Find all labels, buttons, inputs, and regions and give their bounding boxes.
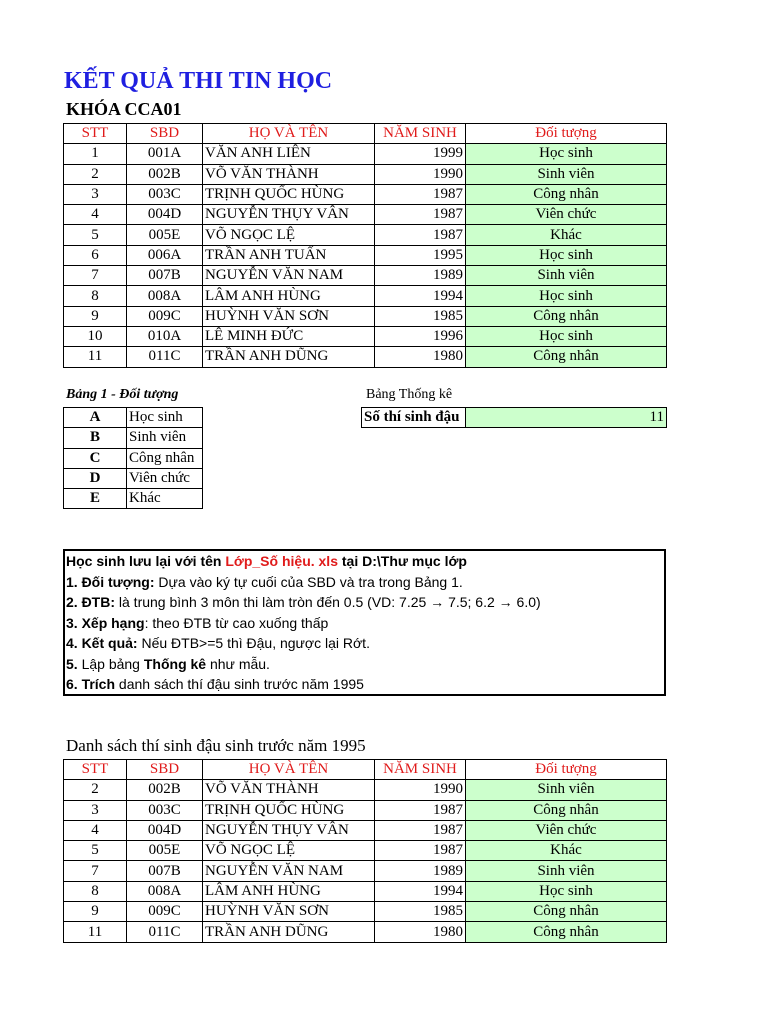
table-row (64, 780, 667, 800)
name-cell[interactable]: NGUYỄN VĂN NAM (203, 266, 375, 286)
instruction-keyword: 6. Trích (66, 676, 116, 692)
type-cell[interactable]: Học sinh (466, 286, 667, 306)
name-cell[interactable]: LÊ MINH ĐỨC (203, 326, 375, 346)
sbd-cell[interactable]: 010A (127, 326, 203, 346)
instructions-box (63, 549, 666, 696)
lookup-value-cell[interactable]: Học sinh (127, 408, 203, 428)
table-row (64, 922, 667, 942)
results-table (63, 123, 667, 368)
birth-year-cell[interactable]: 1985 (375, 902, 466, 922)
type-cell[interactable]: Công nhân (466, 800, 667, 820)
table-row (64, 881, 667, 901)
stt-cell[interactable]: 7 (64, 266, 127, 286)
name-cell[interactable]: LÂM ANH HÙNG (203, 881, 375, 901)
instruction-line-5 (65, 654, 664, 675)
name-cell[interactable]: VĂN ANH LIÊN (203, 144, 375, 164)
lookup-value-cell[interactable]: Khác (127, 489, 203, 509)
filtered-table (63, 759, 667, 943)
type-cell[interactable]: Học sinh (466, 144, 667, 164)
stt-cell[interactable]: 2 (64, 164, 127, 184)
header-cell-type[interactable]: Đối tượng (466, 760, 667, 780)
name-cell[interactable]: TRẦN ANH DŨNG (203, 922, 375, 942)
instruction-text: là trung bình 3 môn thi làm tròn đến 0.5 (VD: 7.25 → 7.5; 6.2 → 6.0) (115, 594, 541, 610)
instruction-keyword: 1. Đối tượng: (66, 573, 155, 590)
birth-year-cell[interactable]: 1980 (375, 922, 466, 942)
stt-cell[interactable]: 10 (64, 326, 127, 346)
instruction-line-2 (65, 592, 664, 613)
header-cell-name[interactable]: HỌ VÀ TÊN (203, 124, 375, 144)
type-cell[interactable]: Sinh viên (466, 266, 667, 286)
birth-year-cell[interactable]: 1987 (375, 800, 466, 820)
lookup-row (64, 428, 203, 448)
header-cell-stt[interactable]: STT (64, 760, 127, 780)
table-row (64, 184, 667, 204)
stt-cell[interactable]: 9 (64, 902, 127, 922)
birth-year-cell[interactable]: 1999 (375, 144, 466, 164)
lookup-value-cell[interactable]: Viên chức (127, 468, 203, 488)
lookup-row (64, 408, 203, 428)
sbd-cell[interactable]: 011C (127, 922, 203, 942)
birth-year-cell[interactable]: 1987 (375, 184, 466, 204)
lookup-key-cell[interactable]: B (64, 428, 127, 448)
table-row (64, 800, 667, 820)
stats-value-cell[interactable]: 11 (466, 408, 667, 428)
stt-cell[interactable]: 4 (64, 205, 127, 225)
birth-year-cell[interactable]: 1990 (375, 780, 466, 800)
name-cell[interactable]: TRẦN ANH TUẤN (203, 245, 375, 265)
sbd-cell[interactable]: 011C (127, 347, 203, 367)
stats-table (361, 407, 667, 428)
instruction-keyword: Thống kê (143, 655, 207, 672)
instruction-line-3 (65, 613, 664, 634)
name-cell[interactable]: HUỲNH VĂN SƠN (203, 902, 375, 922)
type-cell[interactable]: Viên chức (466, 205, 667, 225)
name-cell[interactable]: NGUYỄN THỤY VÂN (203, 205, 375, 225)
table-row (64, 245, 667, 265)
stt-cell[interactable]: 3 (64, 184, 127, 204)
sbd-cell[interactable]: 007B (127, 861, 203, 881)
stt-cell[interactable]: 11 (64, 922, 127, 942)
filtered-list-title: Danh sách thí sinh đậu sinh trước năm 1995 (66, 736, 366, 755)
type-cell[interactable]: Viên chức (466, 820, 667, 840)
table-row (64, 861, 667, 881)
stt-cell[interactable]: 4 (64, 820, 127, 840)
instruction-line-1 (65, 572, 664, 593)
birth-year-cell[interactable]: 1987 (375, 205, 466, 225)
sbd-cell[interactable]: 004D (127, 205, 203, 225)
birth-year-cell[interactable]: 1985 (375, 306, 466, 326)
instruction-text: như mẫu. (206, 655, 270, 672)
name-cell[interactable]: VÕ NGỌC LỆ (203, 225, 375, 245)
instruction-text: Học sinh lưu lại với tên (66, 553, 226, 569)
type-cell[interactable]: Sinh viên (466, 861, 667, 881)
stt-cell[interactable]: 2 (64, 780, 127, 800)
table-row (64, 225, 667, 245)
sbd-cell[interactable]: 005E (127, 841, 203, 861)
lookup-value-cell[interactable]: Công nhân (127, 448, 203, 468)
instruction-text: tại D:\Thư mục lớp (338, 553, 467, 569)
type-cell[interactable]: Sinh viên (466, 780, 667, 800)
instruction-keyword: 3. Xếp hạng (66, 614, 145, 631)
table-row (64, 902, 667, 922)
lookup-table (63, 407, 203, 509)
name-cell[interactable]: TRẦN ANH DŨNG (203, 347, 375, 367)
stt-cell[interactable]: 1 (64, 144, 127, 164)
stt-cell[interactable]: 7 (64, 861, 127, 881)
lookup-key-cell[interactable]: D (64, 468, 127, 488)
header-cell-year[interactable]: NĂM SINH (375, 124, 466, 144)
stats-label-cell[interactable]: Số thí sinh đậu (362, 408, 466, 428)
instruction-keyword: 4. Kết quả: (66, 635, 138, 651)
instruction-text: : theo ĐTB từ cao xuống thấp (144, 614, 329, 631)
header-cell-stt[interactable]: STT (64, 124, 127, 144)
lookup-table-caption: Bảng 1 - Đối tượng (66, 387, 179, 402)
type-cell[interactable]: Học sinh (466, 326, 667, 346)
instruction-line-save (65, 551, 664, 572)
sbd-cell[interactable]: 009C (127, 306, 203, 326)
sbd-cell[interactable]: 003C (127, 800, 203, 820)
sbd-cell[interactable]: 001A (127, 144, 203, 164)
sbd-cell[interactable]: 006A (127, 245, 203, 265)
header-cell-name[interactable]: HỌ VÀ TÊN (203, 760, 375, 780)
name-cell[interactable]: VÕ VĂN THÀNH (203, 164, 375, 184)
birth-year-cell[interactable]: 1989 (375, 861, 466, 881)
sbd-cell[interactable]: 007B (127, 266, 203, 286)
instruction-text: Nếu ĐTB>=5 thì Đậu, ngược lại Rớt. (137, 635, 370, 651)
lookup-row (64, 468, 203, 488)
table-row (64, 306, 667, 326)
table-row (64, 144, 667, 164)
name-cell[interactable]: NGUYỄN VĂN NAM (203, 861, 375, 881)
stats-row (362, 408, 667, 428)
type-cell[interactable]: Học sinh (466, 245, 667, 265)
type-cell[interactable]: Khác (466, 841, 667, 861)
type-cell[interactable]: Công nhân (466, 184, 667, 204)
stt-cell[interactable]: 9 (64, 306, 127, 326)
name-cell[interactable]: TRỊNH QUỐC HÙNG (203, 184, 375, 204)
birth-year-cell[interactable]: 1980 (375, 347, 466, 367)
table-row (64, 266, 667, 286)
name-cell[interactable]: TRỊNH QUỐC HÙNG (203, 800, 375, 820)
type-cell[interactable]: Công nhân (466, 347, 667, 367)
table-row (64, 326, 667, 346)
birth-year-cell[interactable]: 1996 (375, 326, 466, 346)
lookup-row (64, 448, 203, 468)
sbd-cell[interactable]: 005E (127, 225, 203, 245)
type-cell[interactable]: Công nhân (466, 902, 667, 922)
birth-year-cell[interactable]: 1995 (375, 245, 466, 265)
table-row (64, 347, 667, 367)
instruction-keyword: 5. (66, 655, 78, 672)
table-row (64, 286, 667, 306)
table-header-row (64, 760, 667, 780)
file-name-pattern: Lớp_Số hiệu. xls (225, 553, 338, 569)
name-cell[interactable]: NGUYỄN THỤY VÂN (203, 820, 375, 840)
sbd-cell[interactable]: 003C (127, 184, 203, 204)
stats-table-caption: Bảng Thống kê (366, 387, 453, 402)
header-cell-sbd[interactable]: SBD (127, 124, 203, 144)
stt-cell[interactable]: 11 (64, 347, 127, 367)
table-row (64, 205, 667, 225)
instruction-line-4 (65, 633, 664, 654)
birth-year-cell[interactable]: 1987 (375, 820, 466, 840)
instruction-text: danh sách thí đậu sinh trước năm 1995 (115, 676, 364, 692)
lookup-value-cell[interactable]: Sinh viên (127, 428, 203, 448)
header-cell-year[interactable]: NĂM SINH (375, 760, 466, 780)
name-cell[interactable]: VÕ NGỌC LỆ (203, 841, 375, 861)
stt-cell[interactable]: 3 (64, 800, 127, 820)
birth-year-cell[interactable]: 1987 (375, 225, 466, 245)
sbd-cell[interactable]: 004D (127, 820, 203, 840)
birth-year-cell[interactable]: 1990 (375, 164, 466, 184)
instruction-text: Dựa vào ký tự cuối của SBD và tra trong Bảng 1. (154, 573, 463, 590)
name-cell[interactable]: VÕ VĂN THÀNH (203, 780, 375, 800)
birth-year-cell[interactable]: 1994 (375, 286, 466, 306)
sbd-cell[interactable]: 009C (127, 902, 203, 922)
instruction-text: Lập bảng (77, 655, 144, 672)
lookup-key-cell[interactable]: C (64, 448, 127, 468)
type-cell[interactable]: Học sinh (466, 881, 667, 901)
stt-cell[interactable]: 8 (64, 881, 127, 901)
sbd-cell[interactable]: 002B (127, 164, 203, 184)
header-cell-type[interactable]: Đối tượng (466, 124, 667, 144)
table-row (64, 164, 667, 184)
table-row (64, 820, 667, 840)
sbd-cell[interactable]: 002B (127, 780, 203, 800)
stt-cell[interactable]: 5 (64, 225, 127, 245)
header-cell-sbd[interactable]: SBD (127, 760, 203, 780)
page-title: KẾT QUẢ THI TIN HỌC (64, 68, 333, 94)
birth-year-cell[interactable]: 1989 (375, 266, 466, 286)
name-cell[interactable]: LÂM ANH HÙNG (203, 286, 375, 306)
birth-year-cell[interactable]: 1987 (375, 841, 466, 861)
course-subtitle: KHÓA CCA01 (66, 99, 182, 119)
instruction-line-6 (65, 674, 664, 695)
stt-cell[interactable]: 6 (64, 245, 127, 265)
birth-year-cell[interactable]: 1994 (375, 881, 466, 901)
lookup-key-cell[interactable]: E (64, 489, 127, 509)
table-header-row (64, 124, 667, 144)
type-cell[interactable]: Sinh viên (466, 164, 667, 184)
type-cell[interactable]: Khác (466, 225, 667, 245)
sbd-cell[interactable]: 008A (127, 286, 203, 306)
lookup-key-cell[interactable]: A (64, 408, 127, 428)
name-cell[interactable]: HUỲNH VĂN SƠN (203, 306, 375, 326)
stt-cell[interactable]: 8 (64, 286, 127, 306)
type-cell[interactable]: Công nhân (466, 922, 667, 942)
table-row (64, 841, 667, 861)
stt-cell[interactable]: 5 (64, 841, 127, 861)
instruction-keyword: 2. ĐTB: (66, 594, 115, 610)
type-cell[interactable]: Công nhân (466, 306, 667, 326)
lookup-row (64, 489, 203, 509)
sbd-cell[interactable]: 008A (127, 881, 203, 901)
